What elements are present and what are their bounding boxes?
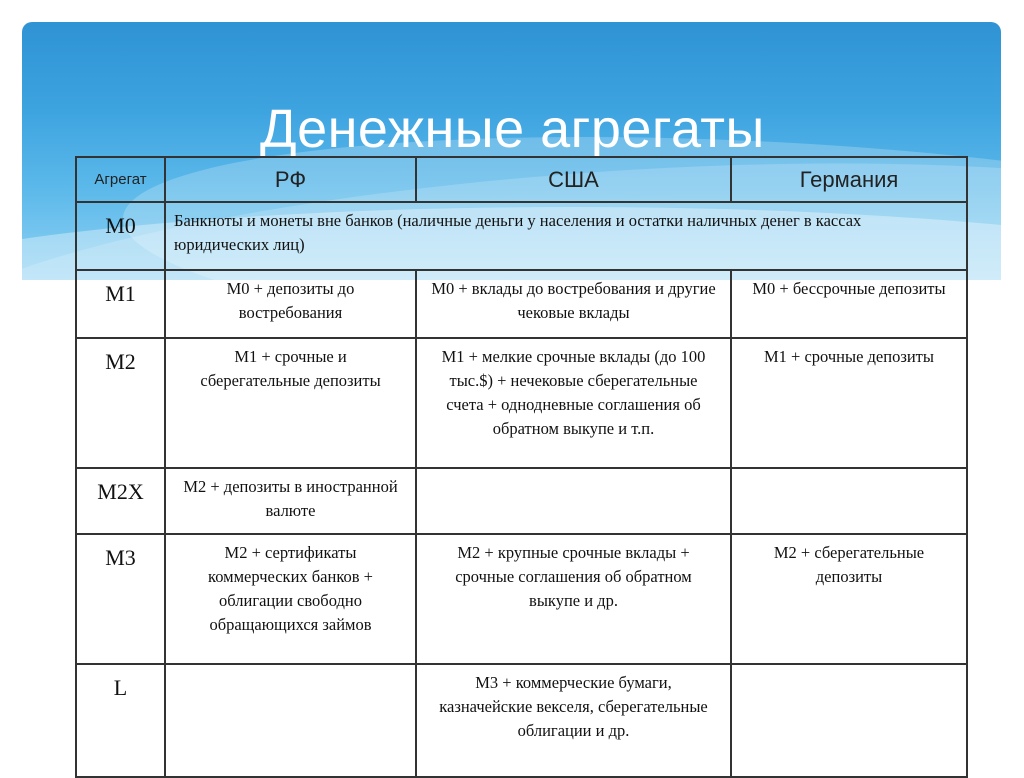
merged-cell: Банкноты и монеты вне банков (наличные деньги у населения и остатки наличных денег в кассах юридических лиц) [165,202,967,270]
header-usa: США [416,157,731,202]
aggregate-name: L [76,664,165,777]
germany-cell: M1 + срочные депозиты [731,338,967,468]
germany-cell [731,664,967,777]
rf-cell: M2 + депозиты в иностранной валюте [165,468,416,534]
aggregate-name: M0 [76,202,165,270]
table-row [76,338,967,468]
rf-cell: M1 + срочные и сберегательные депозиты [165,338,416,468]
germany-cell: M0 + бессрочные депозиты [731,270,967,338]
usa-cell: M2 + крупные срочные вклады + срочные соглашения об обратном выкупе и др. [416,534,731,664]
table-row [76,270,967,338]
usa-cell: M1 + мелкие срочные вклады (до 100 тыс.$) + нечековые сберегательные счета + однодневные соглашения об обратном выкупе и т.п. [416,338,731,468]
germany-cell: M2 + сберегательные депозиты [731,534,967,664]
usa-cell [416,468,731,534]
table-row [76,202,967,270]
aggregate-name: M3 [76,534,165,664]
table-row [76,534,967,664]
aggregate-name: M1 [76,270,165,338]
usa-cell: M0 + вклады до востребования и другие чековые вклады [416,270,731,338]
aggregate-name: M2 [76,338,165,468]
header-rf: РФ [165,157,416,202]
table-row [76,468,967,534]
header-germany: Германия [731,157,967,202]
usa-cell: M3 + коммерческие бумаги, казначейские векселя, сберегательные облигации и др. [416,664,731,777]
germany-cell [731,468,967,534]
header-aggregate: Агрегат [76,157,165,202]
rf-cell [165,664,416,777]
rf-cell: M2 + сертификаты коммерческих банков + облигации свободно обращающихся займов [165,534,416,664]
aggregate-name: M2X [76,468,165,534]
aggregates-table [75,156,968,778]
page-title: Денежные агрегаты [260,99,765,159]
rf-cell: M0 + депозиты до востребования [165,270,416,338]
table-header-row [76,157,967,202]
table-row [76,664,967,777]
